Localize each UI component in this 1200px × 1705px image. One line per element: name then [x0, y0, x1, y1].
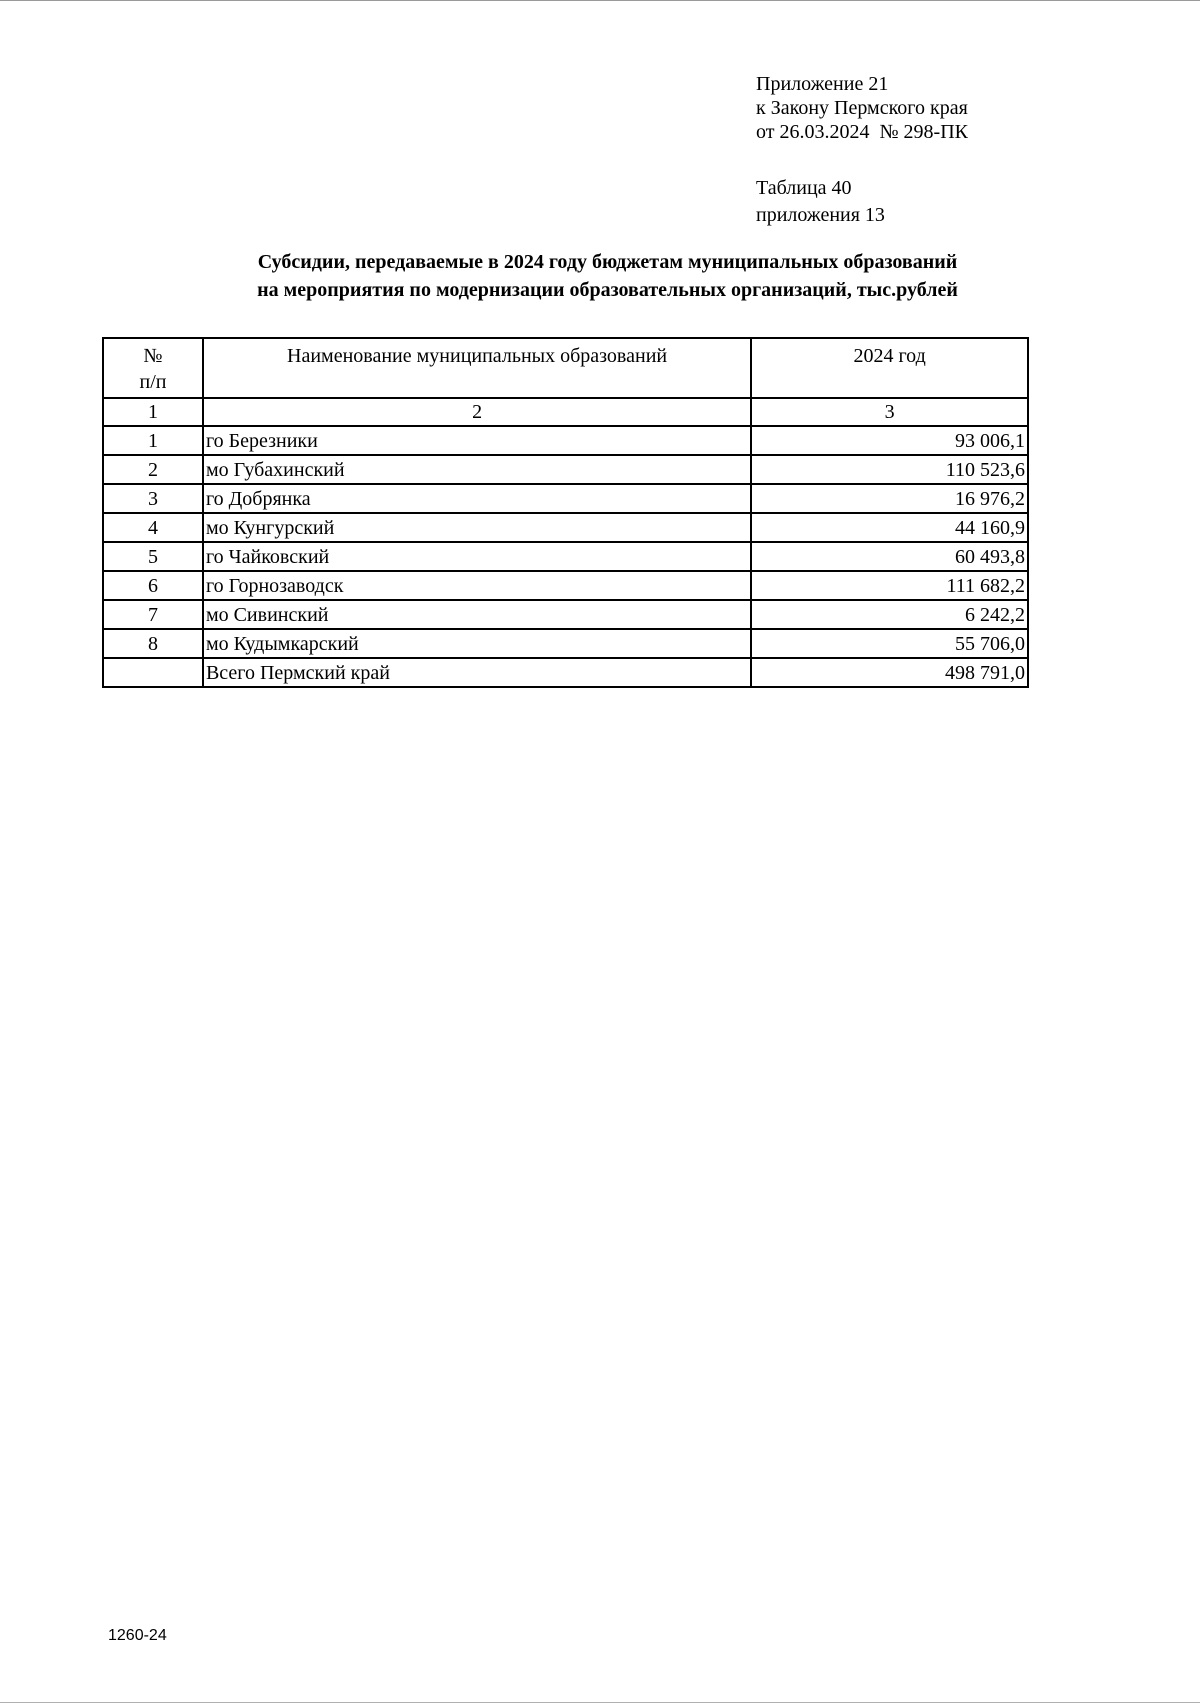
row-municipality: го Горнозаводск [203, 571, 751, 600]
row-number: 1 [103, 426, 203, 455]
row-municipality: го Березники [203, 426, 751, 455]
table-row [103, 600, 1028, 629]
table-row [103, 513, 1028, 542]
table-reference-number: Таблица 40 [756, 177, 852, 199]
row-amount: 16 976,2 [751, 484, 1028, 513]
document-title-line2: на мероприятия по модернизации образовательных организаций, тыс.рублей [257, 279, 958, 301]
scan-edge-top [0, 0, 1200, 1]
row-municipality: мо Кудымкарский [203, 629, 751, 658]
header-number [103, 338, 203, 398]
document-title [0, 248, 1200, 304]
row-number: 4 [103, 513, 203, 542]
column-number-3: 3 [751, 398, 1028, 426]
appendix-header [756, 72, 968, 144]
column-number-2: 2 [203, 398, 751, 426]
header-number-label: п/п [139, 371, 167, 393]
scan-edge-bottom [0, 1702, 1200, 1703]
table-header-row [103, 338, 1028, 398]
document-title-line1: Субсидии, передаваемые в 2024 году бюджетам муниципальных образований [257, 251, 958, 273]
row-amount: 93 006,1 [751, 426, 1028, 455]
appendix-number: Приложение 21 [756, 73, 889, 95]
table-reference [756, 175, 885, 229]
total-amount: 498 791,0 [751, 658, 1028, 687]
table-row [103, 455, 1028, 484]
column-number-1: 1 [103, 398, 203, 426]
document-code: 1260-24 [108, 1627, 167, 1644]
row-number: 7 [103, 600, 203, 629]
header-number-symbol: № [143, 345, 163, 367]
row-amount: 44 160,9 [751, 513, 1028, 542]
table-row [103, 629, 1028, 658]
row-amount: 60 493,8 [751, 542, 1028, 571]
row-amount: 55 706,0 [751, 629, 1028, 658]
table-row [103, 571, 1028, 600]
row-amount: 6 242,2 [751, 600, 1028, 629]
row-amount: 110 523,6 [751, 455, 1028, 484]
row-number: 6 [103, 571, 203, 600]
row-municipality: го Добрянка [203, 484, 751, 513]
total-label: Всего Пермский край [203, 658, 751, 687]
appendix-law-date: от 26.03.2024 № 298-ПК [756, 121, 969, 143]
row-municipality: мо Кунгурский [203, 513, 751, 542]
row-amount: 111 682,2 [751, 571, 1028, 600]
appendix-law-reference: к Закону Пермского края [756, 97, 968, 119]
row-number: 2 [103, 455, 203, 484]
header-municipality: Наименование муниципальных образований [203, 338, 751, 398]
table-total-row [103, 658, 1028, 687]
table-row [103, 426, 1028, 455]
table-row [103, 542, 1028, 571]
total-number [103, 658, 203, 687]
table-row [103, 484, 1028, 513]
row-number: 5 [103, 542, 203, 571]
row-municipality: го Чайковский [203, 542, 751, 571]
row-municipality: мо Губахинский [203, 455, 751, 484]
subsidy-table [102, 337, 1029, 688]
row-municipality: мо Сивинский [203, 600, 751, 629]
table-reference-appendix: приложения 13 [756, 204, 885, 226]
row-number: 3 [103, 484, 203, 513]
header-year: 2024 год [751, 338, 1028, 398]
column-number-row [103, 398, 1028, 426]
row-number: 8 [103, 629, 203, 658]
